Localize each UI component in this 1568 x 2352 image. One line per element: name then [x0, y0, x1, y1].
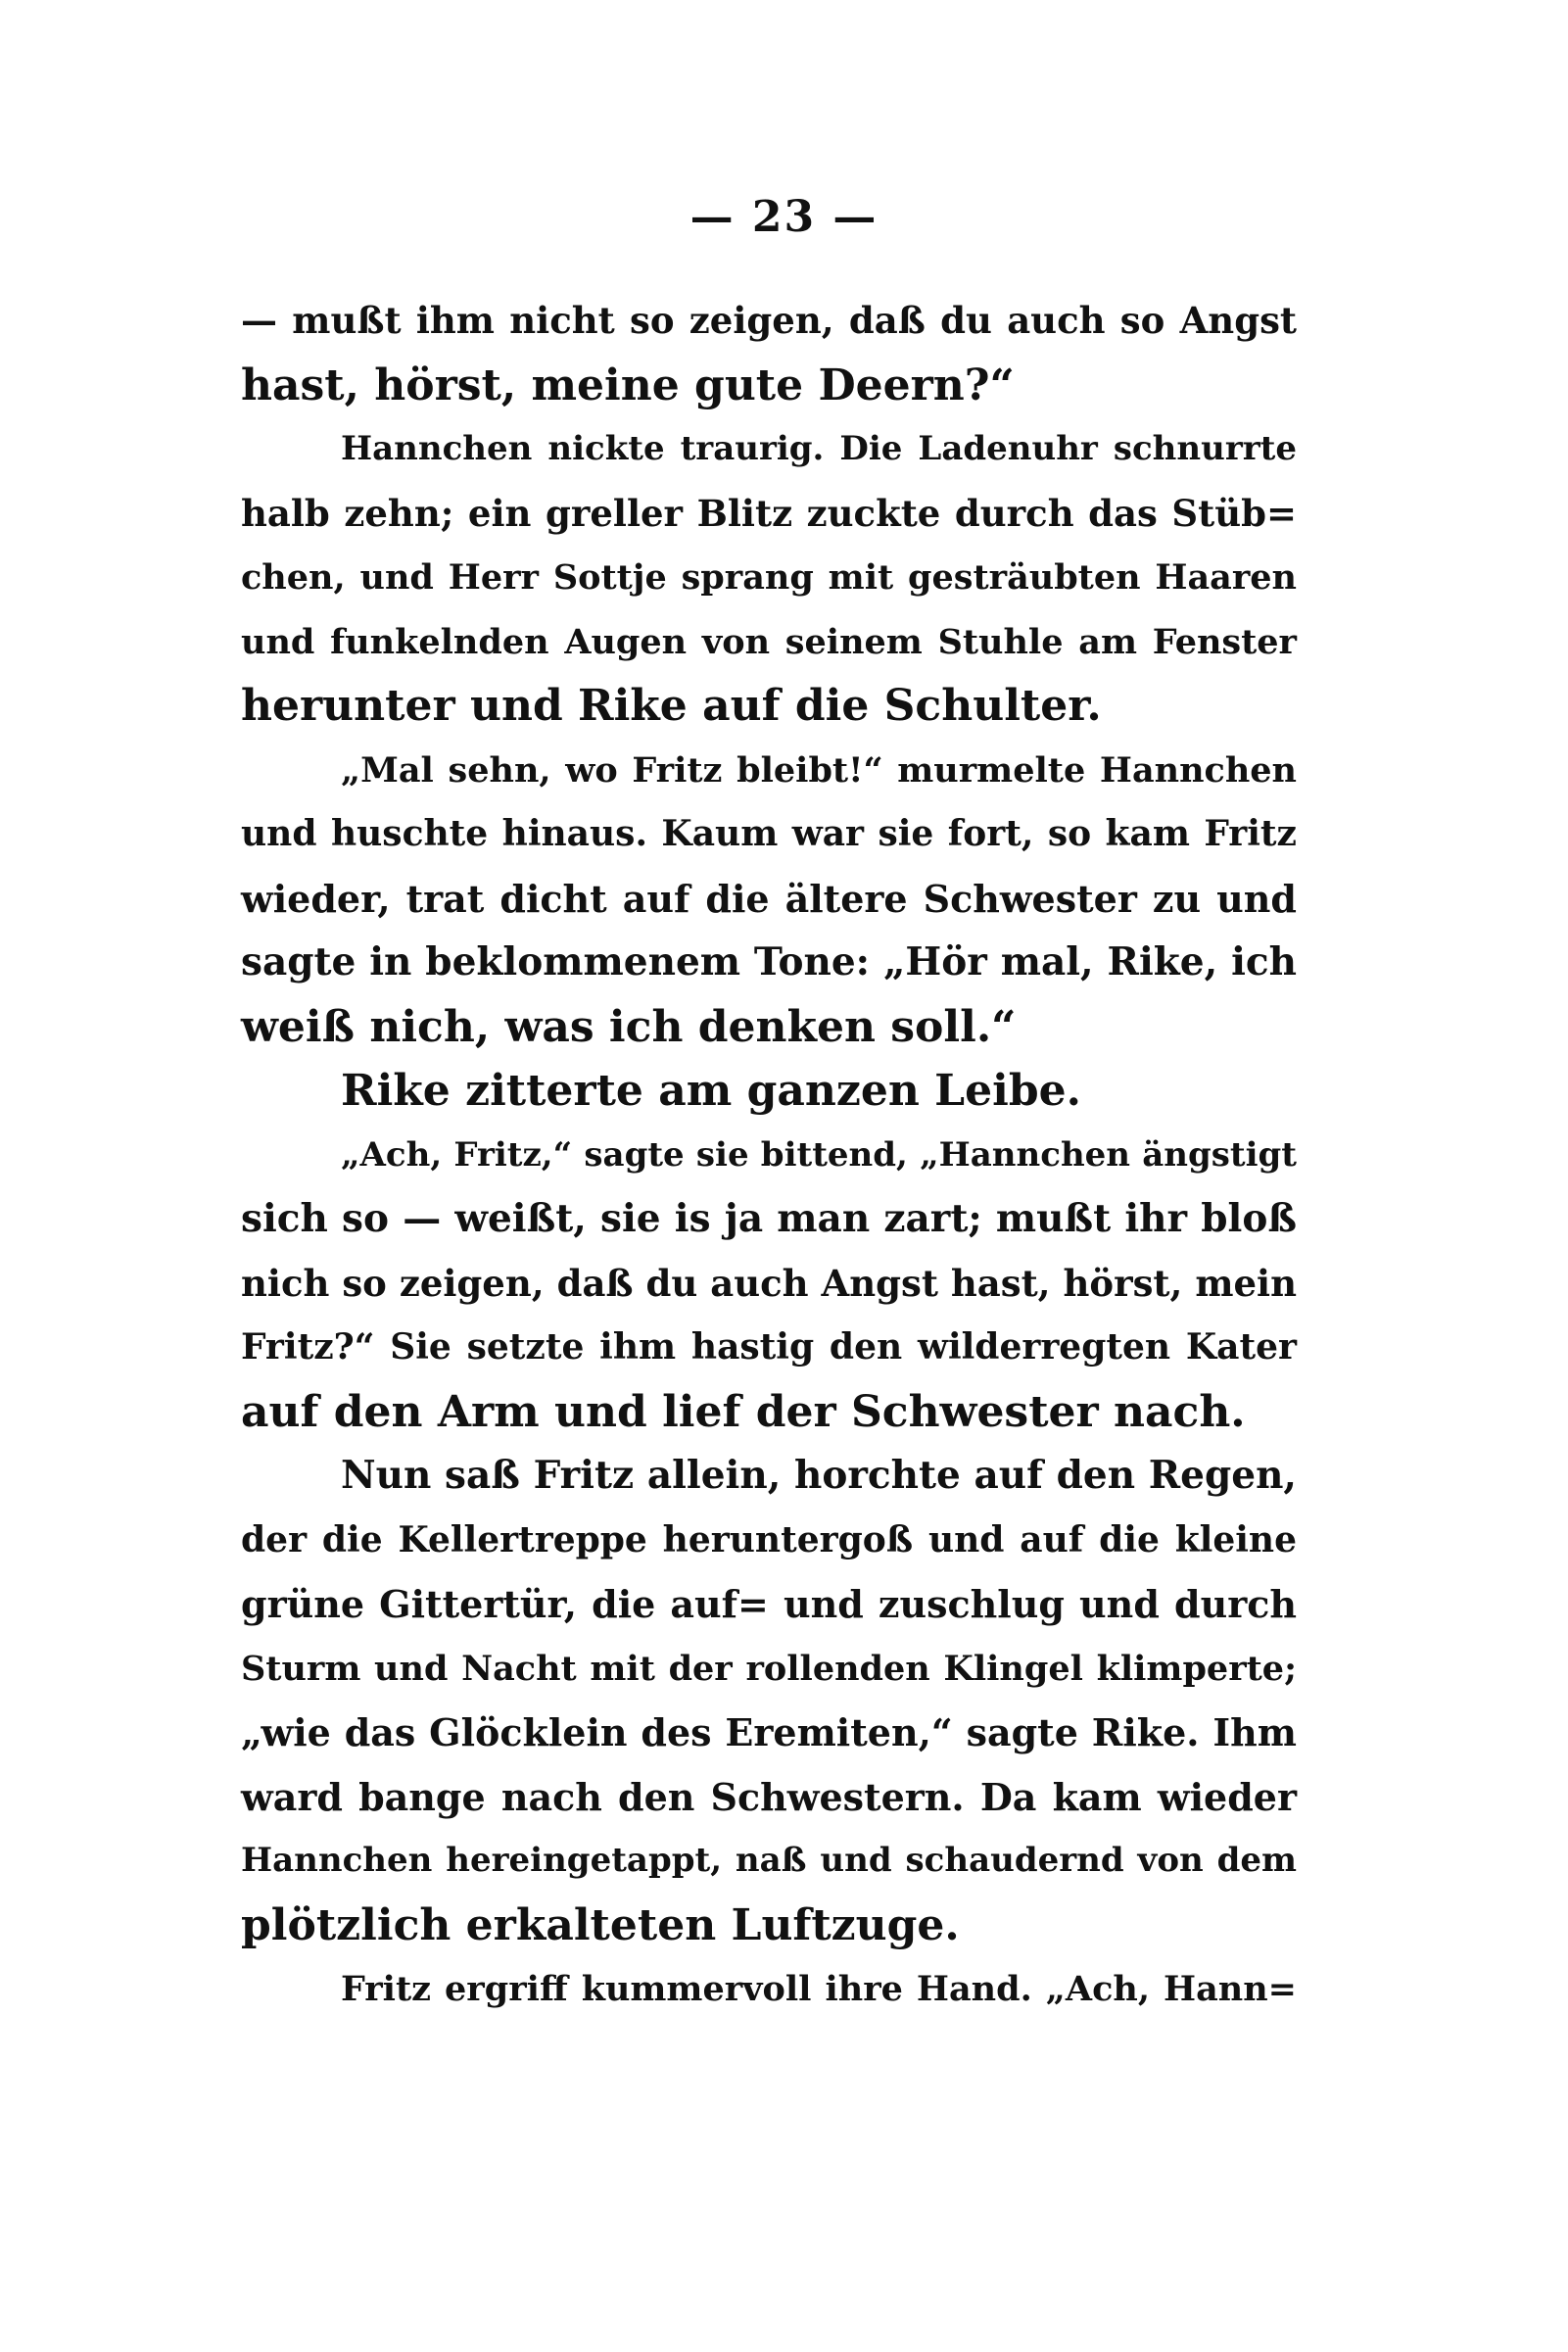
- text-line: — mußt ihm nicht so zeigen, daß du auch so Angst: [241, 299, 1297, 342]
- text-line: chen, und Herr Sottje sprang mit gesträubten Haaren: [241, 557, 1297, 598]
- text-line: und huschte hinaus. Kaum war sie fort, so kam Fritz: [241, 813, 1297, 854]
- text-line: Nun saß Fritz allein, horchte auf den Regen,: [341, 1453, 1297, 1498]
- text-line: und funkelnden Augen von seinem Stuhle am Fenster: [241, 621, 1297, 662]
- text-line: der die Kellertreppe heruntergoß und auf die kleine: [241, 1518, 1297, 1560]
- text-line: „wie das Glöcklein des Eremiten,“ sagte Rike. Ihm: [241, 1710, 1297, 1754]
- text-line: weiß nich, was ich denken soll.“: [241, 1001, 1017, 1052]
- text-line: herunter und Rike auf die Schulter.: [241, 681, 1102, 731]
- text-line: Hannchen hereingetappt, naß und schaudernd von dem: [241, 1841, 1297, 1880]
- text-line: „Ach, Fritz,“ sagte sie bittend, „Hannchen ängstigt: [341, 1134, 1297, 1175]
- text-line: Fritz ergriff kummervoll ihre Hand. „Ach, Hann=: [341, 1969, 1297, 2009]
- text-line: sagte in beklommenem Tone: „Hör mal, Rike, ich: [241, 939, 1297, 984]
- text-line: auf den Arm und lief der Schwester nach.: [241, 1386, 1246, 1437]
- text-line: plötzlich erkalteten Luftzuge.: [241, 1899, 960, 1950]
- text-line: grüne Gittertür, die auf= und zuschlug und durch: [241, 1582, 1297, 1626]
- text-line: ward bange nach den Schwestern. Da kam wieder: [241, 1774, 1297, 1819]
- text-line: hast, hörst, meine gute Deern?“: [241, 360, 1015, 410]
- text-line: Sturm und Nacht mit der rollenden Klingel klimperte;: [241, 1648, 1297, 1689]
- text-line: Rike zitterte am ganzen Leibe.: [341, 1066, 1081, 1116]
- body-text: [241, 289, 1297, 2022]
- text-line: Hannchen nickte traurig. Die Ladenuhr schnurrte: [341, 429, 1297, 468]
- page-number: — 23 —: [689, 192, 879, 242]
- text-line: nich so zeigen, daß du auch Angst hast, hörst, mein: [241, 1261, 1297, 1305]
- text-line: sich so — weißt, sie is ja man zart; mußt ihr bloß: [241, 1196, 1297, 1241]
- text-line: Fritz?“ Sie setzte ihm hastig den wilderregten Kater: [241, 1326, 1297, 1368]
- text-line: wieder, trat dicht auf die ältere Schwester zu und: [241, 876, 1297, 921]
- text-line: halb zehn; ein greller Blitz zuckte durch das Stüb=: [241, 491, 1297, 535]
- text-line: „Mal sehn, wo Fritz bleibt!“ murmelte Hannchen: [341, 749, 1297, 791]
